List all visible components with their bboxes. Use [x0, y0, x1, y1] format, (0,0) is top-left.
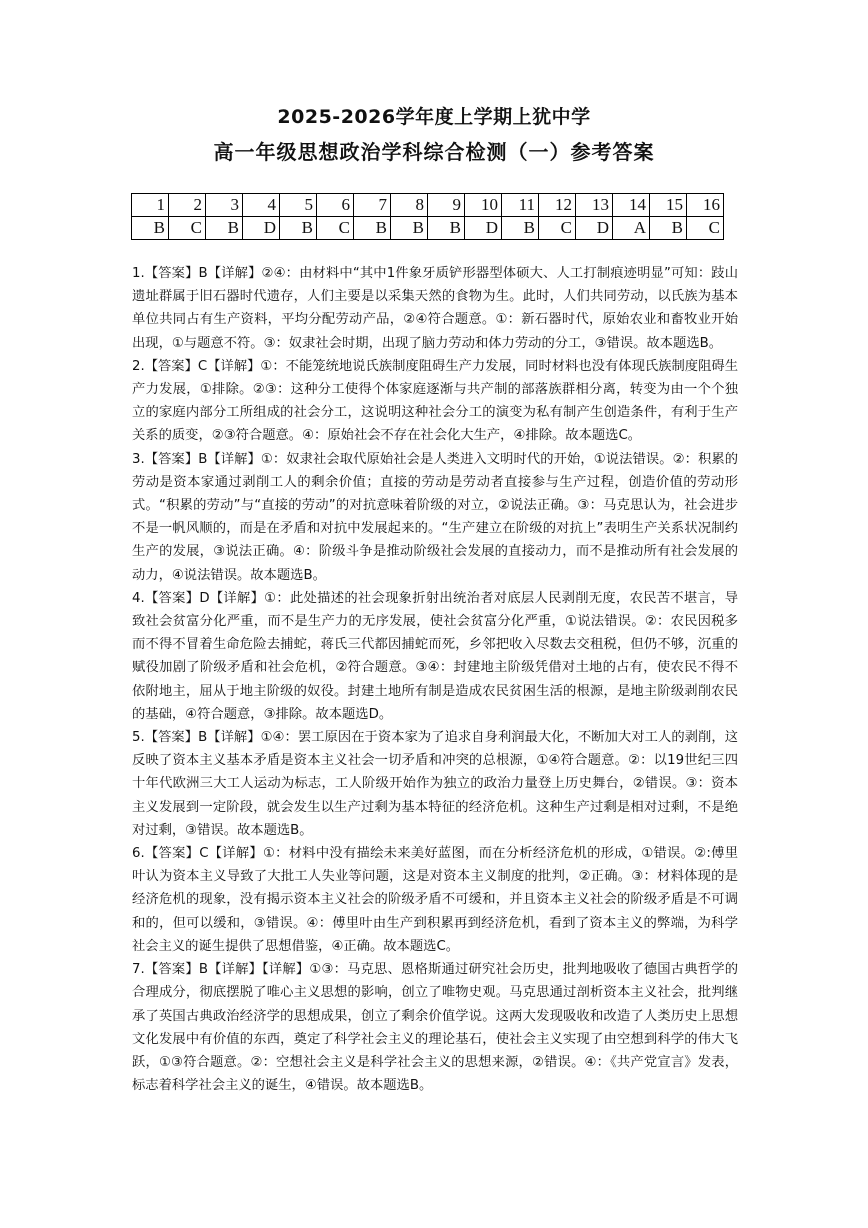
- answer-letter: B: [132, 217, 169, 240]
- answer-letter: D: [576, 217, 613, 240]
- answer-letter: C: [539, 217, 576, 240]
- question-number-row: [132, 194, 724, 217]
- explanation-q4: 4.【答案】D【详解】①：此处描述的社会现象折射出统治者对底层人民剥削无度，农民苦不堪言，导致社会贫富分化严重，而不是生产力的无序发展，使社会贫富分化严重，①说法错误。②：农民因税多而不得不冒着生命危险去捕蛇，蒋氏三代都因捕蛇而死，乡邻把收入尽数去交租税，但仍不够，沉重的赋役加剧了阶级矛盾和社会危机，②符合题意。③④：封建地主阶级凭借对土地的占有，使农民不得不依附地主，屈从于地主阶级的奴役。封建土地所有制是造成农民贫困生活的根源，是地主阶级剥削农民的基础，④符合题意，③排除。故本题选D。: [132, 590, 738, 722]
- answer-letter: B: [428, 217, 465, 240]
- answer-letter: D: [243, 217, 280, 240]
- question-number: 9: [428, 194, 465, 217]
- question-number: 7: [354, 194, 391, 217]
- question-number: 1: [132, 194, 169, 217]
- explanation-q6: 6.【答案】C【详解】①：材料中没有描绘未来美好蓝图，而在分析经济危机的形成，①错误。②:傅里叶认为资本主义导致了大批工人失业等问题，这是对资本主义制度的批判，②正确。③：材料体现的是经济危机的现象，没有揭示资本主义社会的阶级矛盾不可缓和，并且资本主义社会的阶级矛盾是不可调和的，但可以缓和，③错误。④：傅里叶由生产到积累再到经济危机，看到了资本主义的弊端，为科学社会主义的诞生提供了思想借鉴，④正确。故本题选C。: [132, 846, 738, 954]
- question-number: 4: [243, 194, 280, 217]
- question-number: 13: [576, 194, 613, 217]
- answer-letter: A: [613, 217, 650, 240]
- school-title: 2025-2026学年度上学期上犹中学: [277, 106, 591, 128]
- answer-letter: B: [354, 217, 391, 240]
- question-number: 3: [206, 194, 243, 217]
- question-number: 2: [169, 194, 206, 217]
- explanation-q2: 2.【答案】C【详解】①：不能笼统地说氏族制度阻碍生产力发展，同时材料也没有体现氏族制度阻碍生产力发展，①排除。②③：这种分工使得个体家庭逐渐与共产制的部落族群相分离，转变为由一个个独立的家庭内部分工所组成的社会分工，这说明这种社会分工的演变为私有制产生创造条件，有利于生产关系的质变，②③符合题意。④：原始社会不存在社会化大生产，④排除。故本题选C。: [132, 358, 738, 444]
- answer-letter: B: [650, 217, 687, 240]
- answer-letter: B: [391, 217, 428, 240]
- question-number: 8: [391, 194, 428, 217]
- explanations-section: [132, 262, 738, 1097]
- explanation-q3: 3.【答案】B【详解】①：奴隶社会取代原始社会是人类进入文明时代的开始，①说法错误。②：积累的劳动是资本家通过剥削工人的剩余价值；直接的劳动是劳动者直接参与生产过程，创造价值的劳动形式。“积累的劳动”与“直接的劳动”的对抗意味着阶级的对立，②说法正确。③：马克思认为，社会进步不是一帆风顺的，而是在矛盾和对抗中发展起来的。“生产建立在阶级的对抗上”表明生产关系状况制约生产的发展，③说法正确。④：阶级斗争是推动阶级社会发展的直接动力，而不是推动所有社会发展的动力，④说法错误。故本题选B。: [132, 451, 738, 583]
- explanation-q5: 5.【答案】B【详解】①④：罢工原因在于资本家为了追求自身利润最大化，不断加大对工人的剥削，这反映了资本主义基本矛盾是资本主义社会一切矛盾和冲突的总根源，①④符合题意。②：以19世纪三四十年代欧洲三大工人运动为标志，工人阶级开始作为独立的政治力量登上历史舞台，②错误。③：资本主义发展到一定阶段，就会发生以生产过剩为基本特征的经济危机。这种生产过剩是相对过剩，不是绝对过剩，③错误。故本题选B。: [132, 730, 738, 838]
- answer-key-table: [131, 193, 724, 240]
- question-number: 11: [502, 194, 539, 217]
- answer-letter-row: [132, 217, 724, 240]
- explanation-q1: 1.【答案】B【详解】②④：由材料中“其中1件象牙质铲形器型体硕大、人工打制痕迹明显”可知：跂山遗址群属于旧石器时代遗存，人们主要是以采集天然的食物为生。此时，人们共同劳动，以氏族为基本单位共同占有生产资料，平均分配劳动产品，②④符合题意。①：新石器时代，原始农业和畜牧业开始出现，①与题意不符。③：奴隶社会时期，出现了脑力劳动和体力劳动的分工，③错误。故本题选B。: [132, 266, 738, 351]
- answer-letter: C: [169, 217, 206, 240]
- question-number: 6: [317, 194, 354, 217]
- answer-letter: D: [465, 217, 502, 240]
- answer-letter: B: [502, 217, 539, 240]
- question-number: 5: [280, 194, 317, 217]
- question-number: 12: [539, 194, 576, 217]
- question-number: 16: [687, 194, 724, 217]
- question-number: 14: [613, 194, 650, 217]
- answer-letter: C: [317, 217, 354, 240]
- explanation-q7: 7.【答案】B【详解】【详解】①③：马克思、恩格斯通过研究社会历史，批判地吸收了德国古典哲学的合理成分，彻底摆脱了唯心主义思想的影响，创立了唯物史观。马克思通过剖析资本主义社会，批判继承了英国古典政治经济学的思想成果，创立了剩余价值学说。这两大发现吸收和改造了人类历史上思想文化发展中有价值的东西，奠定了科学社会主义的理论基石，使社会主义实现了由空想到科学的伟大飞跃，①③符合题意。②：空想社会主义是科学社会主义的思想来源，②错误。④：《共产党宣言》发表，标志着科学社会主义的诞生，④错误。故本题选B。: [132, 962, 738, 1094]
- exam-title: 高一年级思想政治学科综合检测（一）参考答案: [213, 140, 655, 164]
- answer-letter: B: [206, 217, 243, 240]
- question-number: 15: [650, 194, 687, 217]
- answer-letter: B: [280, 217, 317, 240]
- answer-letter: C: [687, 217, 724, 240]
- question-number: 10: [465, 194, 502, 217]
